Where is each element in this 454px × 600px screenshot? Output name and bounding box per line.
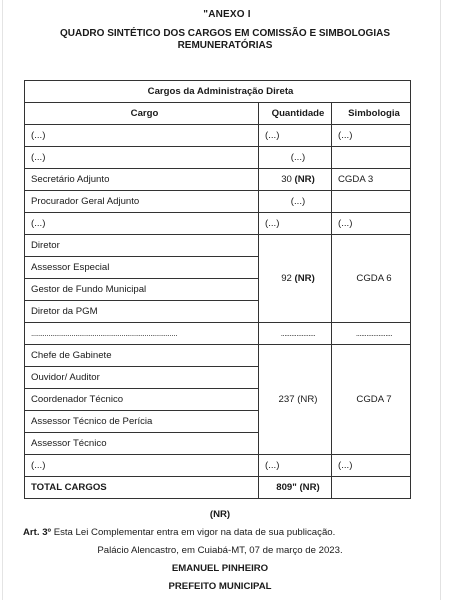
- quantidade-cell: (...): [259, 125, 332, 147]
- table-row: [25, 235, 411, 257]
- column-header-simbologia: Simbologia: [332, 103, 411, 125]
- cargo-cell: Diretor: [25, 235, 259, 257]
- quantidade-cell: (...): [259, 213, 332, 235]
- quantity-number: 30: [281, 174, 292, 185]
- simbologia-cell: (...): [332, 455, 411, 477]
- cargo-cell: Coordenador Técnico: [25, 389, 259, 411]
- article-label: Art. 3º: [23, 527, 52, 538]
- column-header-quantidade: Quantidade: [259, 103, 332, 125]
- cargo-cell: ............................................................................: [25, 323, 259, 345]
- annex-title: "ANEXO I: [203, 9, 251, 20]
- simbologia-cell: (...): [332, 213, 411, 235]
- cargo-cell: Gestor de Fundo Municipal: [25, 279, 259, 301]
- table-title: Cargos da Administração Direta: [25, 81, 411, 103]
- table-row: [25, 213, 411, 235]
- cargo-cell: Assessor Técnico: [25, 433, 259, 455]
- quantidade-cell: 237 (NR): [259, 345, 332, 455]
- total-label: TOTAL CARGOS: [25, 477, 259, 499]
- table-row: [25, 323, 411, 345]
- page-edge-right: [440, 0, 441, 600]
- table-row: [25, 455, 411, 477]
- nr-mark: (NR): [294, 174, 315, 185]
- quantidade-cell: [259, 235, 332, 323]
- place-date: Palácio Alencastro, em Cuiabá-MT, 07 de março de 2023.: [97, 545, 343, 556]
- cargo-cell: Secretário Adjunto: [25, 169, 259, 191]
- cargo-cell: Assessor Técnico de Perícia: [25, 411, 259, 433]
- article-body: Esta Lei Complementar entra em vigor na data de sua publicação.: [51, 527, 336, 538]
- heading-line-2: REMUNERATÓRIAS: [177, 40, 273, 51]
- simbologia-cell: [332, 477, 411, 499]
- simbologia-cell: CGDA 7: [332, 345, 411, 455]
- nr-mark: (NR): [294, 273, 315, 284]
- cargo-cell: Procurador Geral Adjunto: [25, 191, 259, 213]
- heading-line-1: QUADRO SINTÉTICO DOS CARGOS EM COMISSÃO E SIMBOLOGIAS: [59, 28, 391, 39]
- table-row: [25, 477, 411, 499]
- total-value: 809" (NR): [259, 477, 332, 499]
- cargos-table: [24, 80, 411, 499]
- article-text: [23, 527, 433, 538]
- table-row: [25, 191, 411, 213]
- simbologia-cell: .....................: [332, 323, 411, 345]
- cargo-cell: Diretor da PGM: [25, 301, 259, 323]
- quantidade-cell: (...): [259, 455, 332, 477]
- cargo-cell: Ouvidor/ Auditor: [25, 367, 259, 389]
- quantity-number: 92: [281, 273, 292, 284]
- simbologia-cell: [332, 147, 411, 169]
- cargo-cell: Chefe de Gabinete: [25, 345, 259, 367]
- nr-note: (NR): [209, 509, 231, 520]
- signer-name: EMANUEL PINHEIRO: [171, 563, 269, 574]
- cargo-cell: (...): [25, 455, 259, 477]
- column-header-cargo: Cargo: [25, 103, 259, 125]
- table-row: [25, 147, 411, 169]
- table-row: [25, 169, 411, 191]
- table-row: [25, 345, 411, 367]
- cargo-cell: (...): [25, 213, 259, 235]
- document-heading: [40, 28, 410, 52]
- quantidade-cell: [259, 169, 332, 191]
- quantidade-cell: (...): [259, 147, 332, 169]
- quantidade-cell: ....................: [259, 323, 332, 345]
- table-row: [25, 125, 411, 147]
- simbologia-cell: CGDA 6: [332, 235, 411, 323]
- cargo-cell: (...): [25, 147, 259, 169]
- simbologia-cell: (...): [332, 125, 411, 147]
- simbologia-cell: [332, 191, 411, 213]
- quantidade-cell: (...): [259, 191, 332, 213]
- signer-role: PREFEITO MUNICIPAL: [168, 581, 272, 592]
- cargo-cell: Assessor Especial: [25, 257, 259, 279]
- simbologia-cell: CGDA 3: [332, 169, 411, 191]
- cargo-cell: (...): [25, 125, 259, 147]
